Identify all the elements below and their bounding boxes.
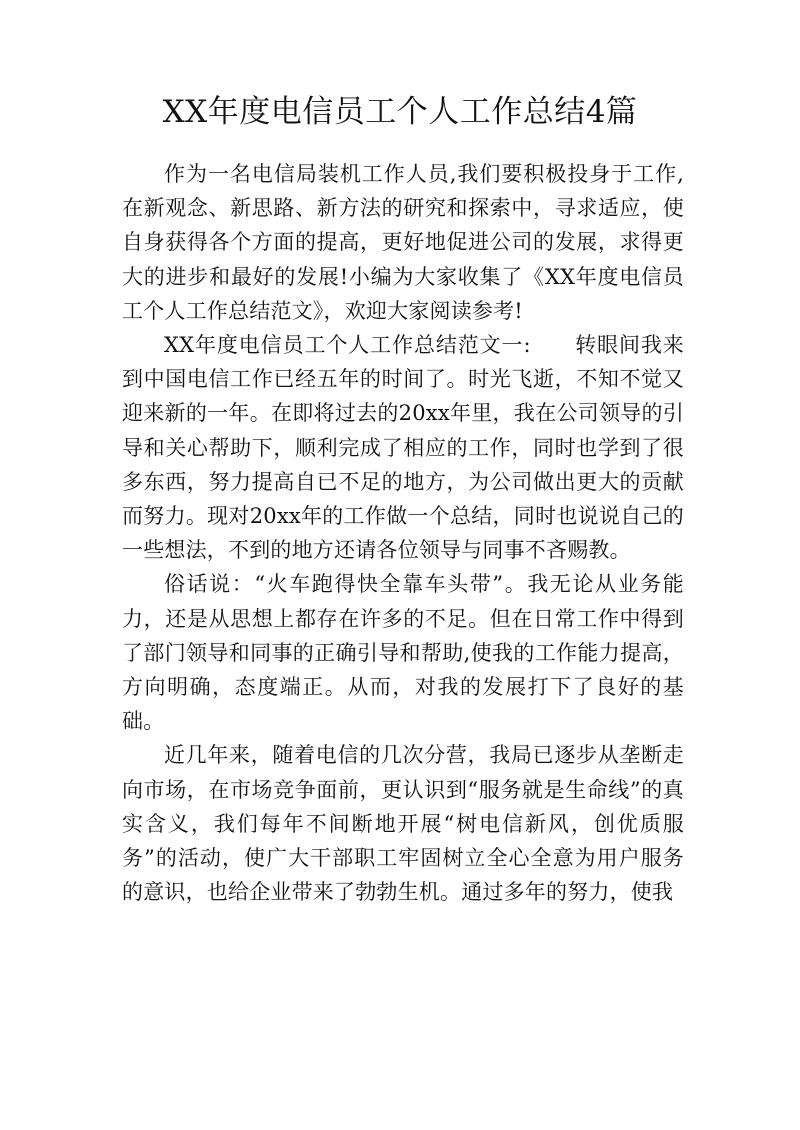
document-title: XX年度电信员工个人工作总结4篇 xyxy=(162,94,638,130)
paragraph-summary-one: XX年度电信员工个人工作总结范文一: 转眼间我来到中国电信工作已经五年的时间了。时光飞逝，不知不觉又迎来新的一年。在即将过去的20xx年里，我在公司领导的引导和关心帮助下，顺利完成了相应的工作，同时也学到了很多东西，努力提高自已不足的地方，为公司做出更大的贡献而努力。现对20xx年的工作做一个总结，同时也说说自己的一些想法，不到的地方还请各位领导与同事不吝赐教。 xyxy=(122,333,684,563)
paragraph-market: 近几年来，随着电信的几次分营，我局已逐步从垄断走向市场，在市场竞争面前，更认识到“服务就是生命线”的真实含义，我们每年不间断地开展“树电信新风，创优质服务”的活动，使广大干部职工牢固树立全心全意为用户服务的意识，也给企业带来了勃勃生机。通过多年的努力，使我 xyxy=(122,743,684,905)
paragraph-intro: 作为一名电信局装机工作人员,我们要积极投身于工作,在新观念、新思路、新方法的研究和探索中，寻求适应，使自身获得各个方面的提高，更好地促进公司的发展，求得更大的进步和最好的发展!小编为大家收集了《XX年度电信员工个人工作总结范文》，欢迎大家阅读参考! xyxy=(122,162,684,323)
paragraph-proverb: 俗话说：“火车跑得快全靠车头带”。我无论从业务能力，还是从思想上都存在许多的不足。但在日常工作中得到了部门领导和同事的正确引导和帮助,使我的工作能力提高，方向明确，态度端正。从而，对我的发展打下了良好的基础。 xyxy=(122,572,684,734)
document-body xyxy=(122,157,684,909)
